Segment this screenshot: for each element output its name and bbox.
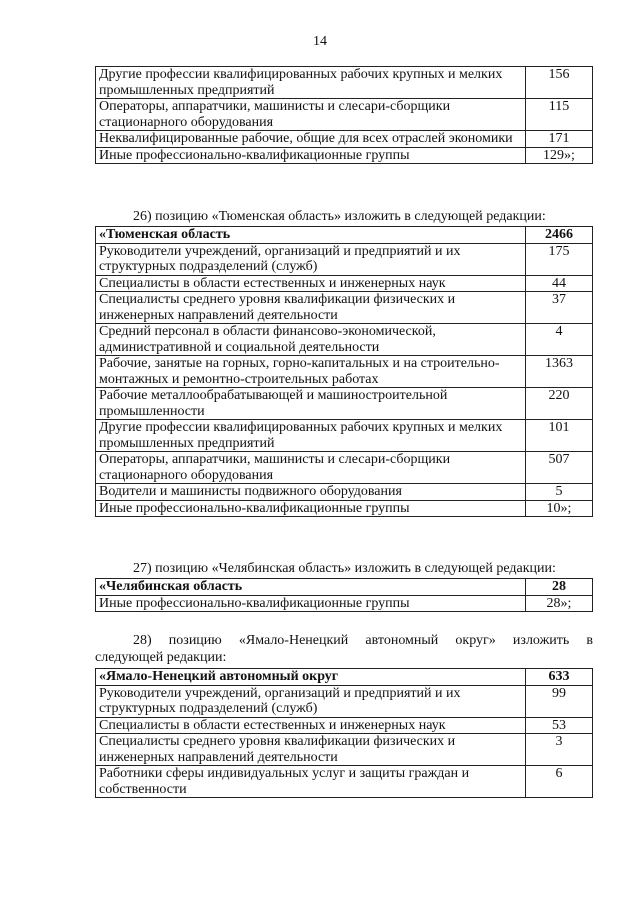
- row-label: Специалисты среднего уровня квалификации физических и инженерных направлений деятельности: [96, 292, 526, 324]
- row-label: Рабочие металлообрабатывающей и машиностроительной промышленности: [96, 388, 526, 420]
- table-row: [96, 685, 593, 717]
- row-label: Специалисты в области естественных и инженерных наук: [96, 275, 526, 292]
- row-value: 156: [526, 67, 593, 99]
- table-row: [96, 131, 593, 148]
- table-continuation: [95, 66, 593, 164]
- row-value: 115: [526, 99, 593, 131]
- row-label: Иные профессионально-квалификационные группы: [96, 595, 526, 612]
- table-row: [96, 99, 593, 131]
- table-row: [96, 356, 593, 388]
- table-row: [96, 67, 593, 99]
- row-label: Иные профессионально-квалификационные группы: [96, 500, 526, 517]
- table-row: [96, 420, 593, 452]
- table-row: [96, 452, 593, 484]
- table-header-row: [96, 669, 593, 686]
- region-name: «Тюменская область: [96, 227, 526, 244]
- row-label: Специалисты среднего уровня квалификации физических и инженерных направлений деятельности: [96, 734, 526, 766]
- row-label: Неквалифицированные рабочие, общие для всех отраслей экономики: [96, 131, 526, 148]
- row-label: Водители и машинисты подвижного оборудования: [96, 484, 526, 501]
- table-row: [96, 766, 593, 798]
- table-yamal: [95, 668, 593, 798]
- table-row: [96, 292, 593, 324]
- region-total: 28: [526, 579, 593, 596]
- table-tyumen: [95, 226, 593, 517]
- row-label: Рабочие, занятые на горных, горно-капитальных и на строительно-монтажных и ремонтно-строительных работах: [96, 356, 526, 388]
- row-value: 101: [526, 420, 593, 452]
- row-value: 3: [526, 734, 593, 766]
- table-row: [96, 500, 593, 517]
- row-value: 6: [526, 766, 593, 798]
- page-number: 14: [313, 34, 327, 49]
- row-label: Операторы, аппаратчики, машинисты и слесари-сборщики стационарного оборудования: [96, 452, 526, 484]
- row-label: Операторы, аппаратчики, машинисты и слесари-сборщики стационарного оборудования: [96, 99, 526, 131]
- region-total: 633: [526, 669, 593, 686]
- row-value: 10»;: [526, 500, 593, 517]
- region-total: 2466: [526, 227, 593, 244]
- row-label: Руководители учреждений, организаций и предприятий и их структурных подразделений (служб): [96, 685, 526, 717]
- row-label: Средний персонал в области финансово-экономической, административной и социальной деятельности: [96, 324, 526, 356]
- table-header-row: [96, 579, 593, 596]
- table-header-row: [96, 227, 593, 244]
- row-label: Работники сферы индивидуальных услуг и защиты граждан и собственности: [96, 766, 526, 798]
- table-row: [96, 717, 593, 734]
- paragraph-26: 26) позицию «Тюменская область» изложить в следующей редакции:: [133, 209, 546, 224]
- row-label: Иные профессионально-квалификационные группы: [96, 147, 526, 164]
- row-value: 5: [526, 484, 593, 501]
- row-label: Другие профессии квалифицированных рабочих крупных и мелких промышленных предприятий: [96, 420, 526, 452]
- table-row: [96, 243, 593, 275]
- paragraph-27: 27) позицию «Челябинская область» изложить в следующей редакции:: [133, 561, 556, 576]
- row-value: 175: [526, 243, 593, 275]
- table-row: [96, 324, 593, 356]
- row-label: Другие профессии квалифицированных рабочих крупных и мелких промышленных предприятий: [96, 67, 526, 99]
- table-row: [96, 147, 593, 164]
- row-value: 28»;: [526, 595, 593, 612]
- row-value: 53: [526, 717, 593, 734]
- table-row: [96, 734, 593, 766]
- row-value: 37: [526, 292, 593, 324]
- row-label: Руководители учреждений, организаций и предприятий и их структурных подразделений (служб): [96, 243, 526, 275]
- region-name: «Ямало-Ненецкий автономный округ: [96, 669, 526, 686]
- table-row: [96, 388, 593, 420]
- row-value: 129»;: [526, 147, 593, 164]
- paragraph-28-line2: следующей редакции:: [95, 650, 227, 665]
- table-row: [96, 595, 593, 612]
- row-value: 4: [526, 324, 593, 356]
- table-chelyabinsk: [95, 578, 593, 612]
- row-value: 220: [526, 388, 593, 420]
- paragraph-28-line1: 28) позицию «Ямало-Ненецкий автономный округ» изложить в: [133, 633, 593, 648]
- row-value: 44: [526, 275, 593, 292]
- row-value: 171: [526, 131, 593, 148]
- table-row: [96, 275, 593, 292]
- table-row: [96, 484, 593, 501]
- row-value: 1363: [526, 356, 593, 388]
- row-label: Специалисты в области естественных и инженерных наук: [96, 717, 526, 734]
- region-name: «Челябинская область: [96, 579, 526, 596]
- row-value: 507: [526, 452, 593, 484]
- row-value: 99: [526, 685, 593, 717]
